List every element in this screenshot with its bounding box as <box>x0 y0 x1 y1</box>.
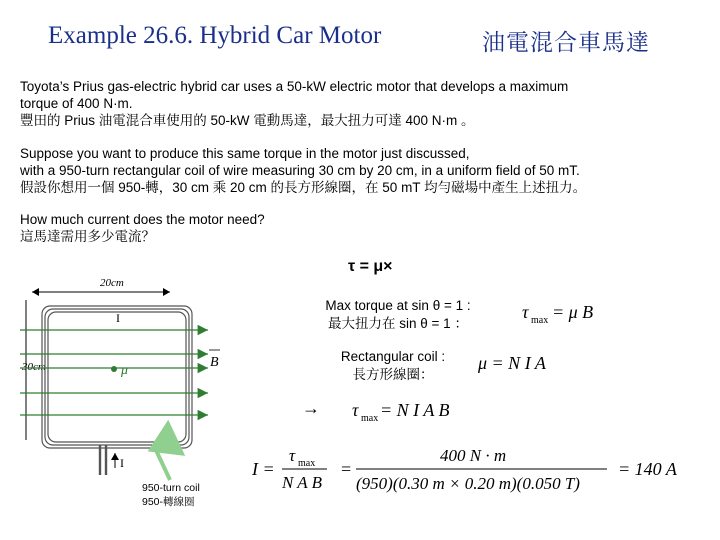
rect-coil-label-zh: 長方形線圈： <box>352 367 434 382</box>
max-subscript-2: max <box>361 413 379 424</box>
rect-coil-label-en: Rectangular coil : <box>340 349 446 364</box>
question-line-1: How much current does the motor need? <box>20 212 265 227</box>
max-subscript-1: max <box>531 315 549 326</box>
max-torque-label-en: Max torque at sin θ = 1 : <box>325 298 471 313</box>
tau-symbol-3: τ <box>289 446 296 465</box>
problem-line-1: Suppose you want to produce this same torque in the motor just discussed, <box>20 146 470 161</box>
current-label-bottom: I <box>120 456 124 470</box>
tau-niab-rhs: = N I A B <box>380 400 450 420</box>
implies-arrow: → <box>302 398 320 418</box>
title-english: Example 26.6. Hybrid Car Motor <box>48 22 382 49</box>
max-torque-label-zh: 最大扭力在 sin θ = 1 ： <box>328 316 468 331</box>
problem-line-2: with a 950-turn rectangular coil of wire measuring 30 cm by 20 cm, in a uniform field of 50 mT. <box>20 163 580 178</box>
equals-sign: = <box>341 459 352 479</box>
intro-line-3: 豐田的 Prius 油電混合車使用的 50-kW 電動馬達，最大扭力可達 400 N·m 。 <box>20 113 475 128</box>
moment-dot <box>111 366 117 372</box>
max-subscript-3: max <box>298 458 316 469</box>
coil-caption-zh: 950-轉線圈 <box>142 496 195 508</box>
intro-line-2: torque of 400 N·m. <box>20 96 133 111</box>
tau-symbol-1: τ <box>522 302 529 322</box>
problem-line-3: 假設你想用一個 950-轉，30 cm 乘 20 cm 的長方形線圈，在 50 mT 均勻磁場中產生上述扭力。 <box>20 180 587 195</box>
fraction-denominator-nab: N A B <box>282 473 322 492</box>
numeric-denominator: (950)(0.30 m × 0.20 m)(0.050 T) <box>356 474 580 493</box>
intro-line-1: Toyota’s Prius gas-electric hybrid car uses a 50-kW electric motor that develops a maximum <box>20 79 569 94</box>
current-lhs: I = <box>252 459 275 479</box>
current-label-top: I <box>116 311 120 325</box>
coil-pointer-arrow <box>155 448 170 480</box>
tau-symbol-2: τ <box>352 400 359 420</box>
width-dimension-label: 20cm <box>100 277 124 289</box>
mu-nia-equation: μ = N I A <box>478 353 546 373</box>
torque-cross-product-equation: τ = μ× <box>348 258 393 275</box>
moment-label-mu: μ <box>121 363 129 378</box>
question-line-2: 這馬達需用多少電流？ <box>20 229 155 244</box>
field-label-b: B <box>210 355 219 370</box>
coil-loop-3 <box>48 312 186 442</box>
title-chinese: 油電混合車馬達 <box>482 30 650 56</box>
coil-caption-en: 950-turn coil <box>142 482 200 494</box>
numeric-numerator: 400 N · m <box>440 446 507 465</box>
coil-loop-1 <box>42 306 192 448</box>
result-current: = 140 A <box>618 459 677 479</box>
coil-caption <box>142 481 200 509</box>
mu-b-rhs: = μ B <box>552 302 594 322</box>
height-dimension-label: 30cm <box>22 361 46 373</box>
